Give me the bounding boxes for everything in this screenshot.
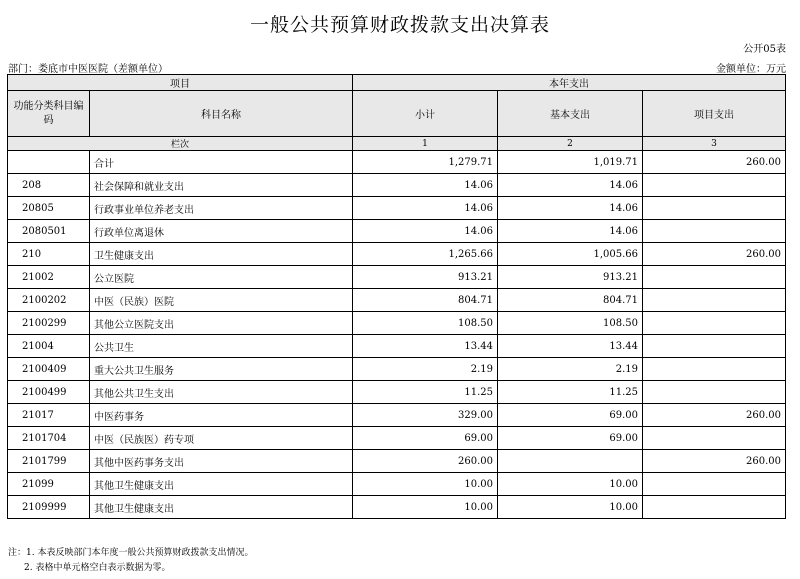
table-row [8,174,786,197]
header-year-group: 本年支出 [353,75,786,91]
row-subtotal: 1,265.66 [353,243,498,266]
row-name: 行政事业单位养老支出 [90,197,353,220]
table-row [8,381,786,404]
department-label: 部门：娄底市中医医院（差额单位） [8,64,168,75]
table-row [8,358,786,381]
row-project [643,174,786,197]
row-name: 其他公立医院支出 [90,312,353,335]
row-code [8,151,90,174]
row-name: 其他卫生健康支出 [90,496,353,519]
row-name: 其他公共卫生支出 [90,381,353,404]
header-subtotal: 小计 [353,91,498,137]
header-name: 科目名称 [90,91,353,137]
row-code: 21004 [8,335,90,358]
table-row [8,450,786,473]
table-row [8,335,786,358]
row-project [643,335,786,358]
row-basic: 13.44 [498,335,643,358]
row-subtotal: 14.06 [353,197,498,220]
row-name: 其他卫生健康支出 [90,473,353,496]
header-basic: 基本支出 [498,91,643,137]
row-subtotal: 10.00 [353,496,498,519]
row-project: 260.00 [643,151,786,174]
row-basic: 1,019.71 [498,151,643,174]
row-code: 21099 [8,473,90,496]
table-row [8,197,786,220]
footnotes [8,546,253,576]
row-code: 21002 [8,266,90,289]
row-project [643,381,786,404]
row-code: 21017 [8,404,90,427]
row-code: 2100409 [8,358,90,381]
header-index-1: 1 [353,137,498,151]
row-basic: 1,005.66 [498,243,643,266]
row-code: 208 [8,174,90,197]
row-name: 合计 [90,151,353,174]
form-number: 公开05表 [743,44,786,55]
row-project: 260.00 [643,243,786,266]
row-name: 中医（民族医）药专项 [90,427,353,450]
amount-unit-label: 金额单位：万元 [716,64,786,75]
row-project [643,197,786,220]
row-name: 中医（民族）医院 [90,289,353,312]
footnote-1: 注：1. 本表反映部门本年度一般公共预算财政拨款支出情况。 [8,548,254,558]
row-subtotal: 14.06 [353,174,498,197]
row-subtotal: 108.50 [353,312,498,335]
row-project: 260.00 [643,450,786,473]
row-basic [498,450,643,473]
row-basic: 2.19 [498,358,643,381]
row-project [643,266,786,289]
row-basic: 69.00 [498,427,643,450]
row-subtotal: 329.00 [353,404,498,427]
row-code: 210 [8,243,90,266]
header-code: 功能分类科目编码 [8,91,90,137]
row-name: 卫生健康支出 [90,243,353,266]
row-basic: 14.06 [498,220,643,243]
row-name: 社会保障和就业支出 [90,174,353,197]
row-code: 2100202 [8,289,90,312]
row-subtotal: 13.44 [353,335,498,358]
row-code: 2101799 [8,450,90,473]
row-project [643,289,786,312]
table-row [8,427,786,450]
row-project: 260.00 [643,404,786,427]
row-name: 公共卫生 [90,335,353,358]
row-subtotal: 913.21 [353,266,498,289]
table-row-total [8,151,786,174]
row-basic: 14.06 [498,174,643,197]
report-title: 一般公共预算财政拨款支出决算表 [249,14,550,36]
row-subtotal: 1,279.71 [353,151,498,174]
table-row [8,496,786,519]
footnote-2: 2. 表格中单元格空白表示数据为零。 [24,563,171,573]
row-name: 公立医院 [90,266,353,289]
row-subtotal: 11.25 [353,381,498,404]
header-project: 项目支出 [643,91,786,137]
row-project [643,427,786,450]
row-project [643,496,786,519]
expenditure-table [7,74,786,519]
row-subtotal: 10.00 [353,473,498,496]
header-index-3: 3 [643,137,786,151]
table-row [8,473,786,496]
row-subtotal: 69.00 [353,427,498,450]
row-code: 2100299 [8,312,90,335]
row-name: 行政单位离退休 [90,220,353,243]
table-row [8,220,786,243]
row-project [643,358,786,381]
row-name: 重大公共卫生服务 [90,358,353,381]
row-basic: 10.00 [498,496,643,519]
row-basic: 10.00 [498,473,643,496]
row-project [643,220,786,243]
header-index-label: 栏次 [8,137,353,151]
table-row [8,243,786,266]
row-name: 中医药事务 [90,404,353,427]
table-row [8,289,786,312]
row-basic: 69.00 [498,404,643,427]
row-code: 2100499 [8,381,90,404]
table-row [8,404,786,427]
row-basic: 14.06 [498,197,643,220]
row-code: 2109999 [8,496,90,519]
row-project [643,473,786,496]
header-index-2: 2 [498,137,643,151]
row-basic: 108.50 [498,312,643,335]
row-code: 2080501 [8,220,90,243]
table-row [8,266,786,289]
row-subtotal: 14.06 [353,220,498,243]
row-code: 2101704 [8,427,90,450]
row-project [643,312,786,335]
row-code: 20805 [8,197,90,220]
table-row [8,312,786,335]
row-subtotal: 804.71 [353,289,498,312]
row-subtotal: 2.19 [353,358,498,381]
row-basic: 804.71 [498,289,643,312]
row-basic: 913.21 [498,266,643,289]
row-subtotal: 260.00 [353,450,498,473]
header-item-group: 项目 [8,75,353,91]
row-name: 其他中医药事务支出 [90,450,353,473]
row-basic: 11.25 [498,381,643,404]
